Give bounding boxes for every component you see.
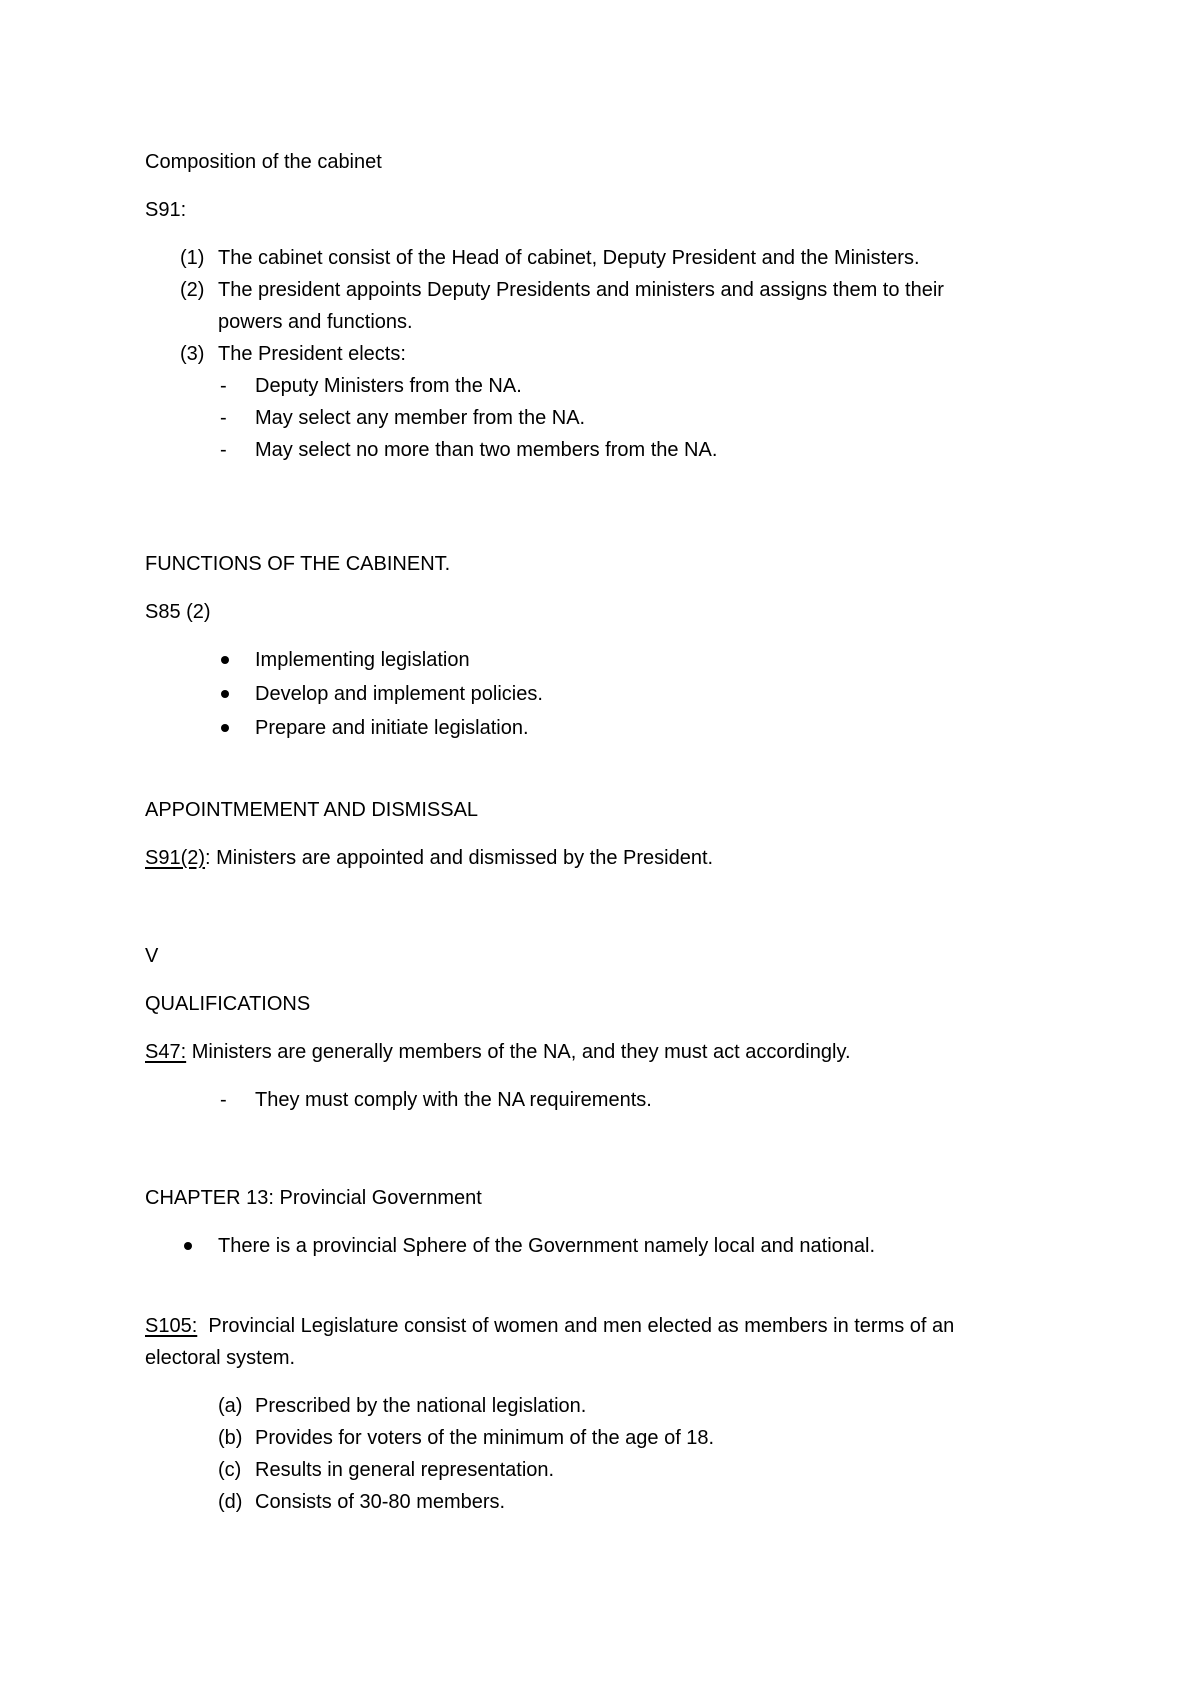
sub-list-item: They must comply with the NA requirements. xyxy=(255,1089,652,1111)
dash-marker: - xyxy=(220,375,227,397)
section-heading-appointment: APPOINTMEMENT AND DISMISSAL xyxy=(145,799,479,821)
list-item: Results in general representation. xyxy=(255,1459,555,1481)
list-item: Provides for voters of the minimum of the age of 18. xyxy=(255,1427,715,1449)
dash-marker: - xyxy=(220,1089,227,1111)
section-ref-s91: S91: xyxy=(145,199,187,221)
list-item-continuation: powers and functions. xyxy=(218,311,413,333)
stray-letter: V xyxy=(145,945,159,967)
sub-list-item: May select any member from the NA. xyxy=(255,407,586,429)
list-marker: (3) xyxy=(180,343,205,365)
list-marker: (d) xyxy=(218,1491,243,1513)
list-marker: (c) xyxy=(218,1459,242,1481)
list-item: The president appoints Deputy Presidents and ministers and assigns them to their xyxy=(218,279,944,301)
section-ref-s85: S85 (2) xyxy=(145,601,211,623)
list-marker: (b) xyxy=(218,1427,243,1449)
bullet-icon xyxy=(184,1242,192,1250)
appointment-text: : Ministers are appointed and dismissed by the President. xyxy=(205,847,714,869)
bullet-item: There is a provincial Sphere of the Government namely local and national. xyxy=(218,1235,876,1257)
chapter-heading: CHAPTER 13: Provincial Government xyxy=(145,1187,482,1209)
qualifications-paragraph xyxy=(145,1036,851,1068)
bullet-icon xyxy=(221,690,229,698)
section-heading-functions: FUNCTIONS OF THE CABINENT. xyxy=(145,553,451,575)
list-item: Consists of 30-80 members. xyxy=(255,1491,506,1513)
bullet-icon xyxy=(221,724,229,732)
s105-paragraph-continuation: electoral system. xyxy=(145,1347,296,1369)
s105-text: Provincial Legislature consist of women and men elected as members in terms of an xyxy=(197,1315,955,1337)
section-heading-qualifications: QUALIFICATIONS xyxy=(145,993,311,1015)
dash-marker: - xyxy=(220,439,227,461)
bullet-item: Implementing legislation xyxy=(255,649,470,671)
dash-marker: - xyxy=(220,407,227,429)
list-item: The President elects: xyxy=(218,343,406,365)
list-marker: (2) xyxy=(180,279,205,301)
s105-paragraph xyxy=(145,1310,954,1342)
section-ref-s105: S105: xyxy=(145,1315,198,1337)
qualifications-text: Ministers are generally members of the NA, and they must act accordingly. xyxy=(186,1041,851,1063)
sub-list-item: May select no more than two members from the NA. xyxy=(255,439,718,461)
section-heading-composition: Composition of the cabinet xyxy=(145,151,382,173)
list-marker: (1) xyxy=(180,247,205,269)
bullet-icon xyxy=(221,656,229,664)
list-item: The cabinet consist of the Head of cabinet, Deputy President and the Ministers. xyxy=(218,247,920,269)
section-ref-s91-2: S91(2) xyxy=(145,847,206,869)
list-item: Prescribed by the national legislation. xyxy=(255,1395,587,1417)
list-marker: (a) xyxy=(218,1395,243,1417)
section-ref-s47: S47: xyxy=(145,1041,187,1063)
bullet-item: Prepare and initiate legislation. xyxy=(255,717,529,739)
sub-list-item: Deputy Ministers from the NA. xyxy=(255,375,522,397)
bullet-item: Develop and implement policies. xyxy=(255,683,543,705)
appointment-paragraph xyxy=(145,842,713,874)
